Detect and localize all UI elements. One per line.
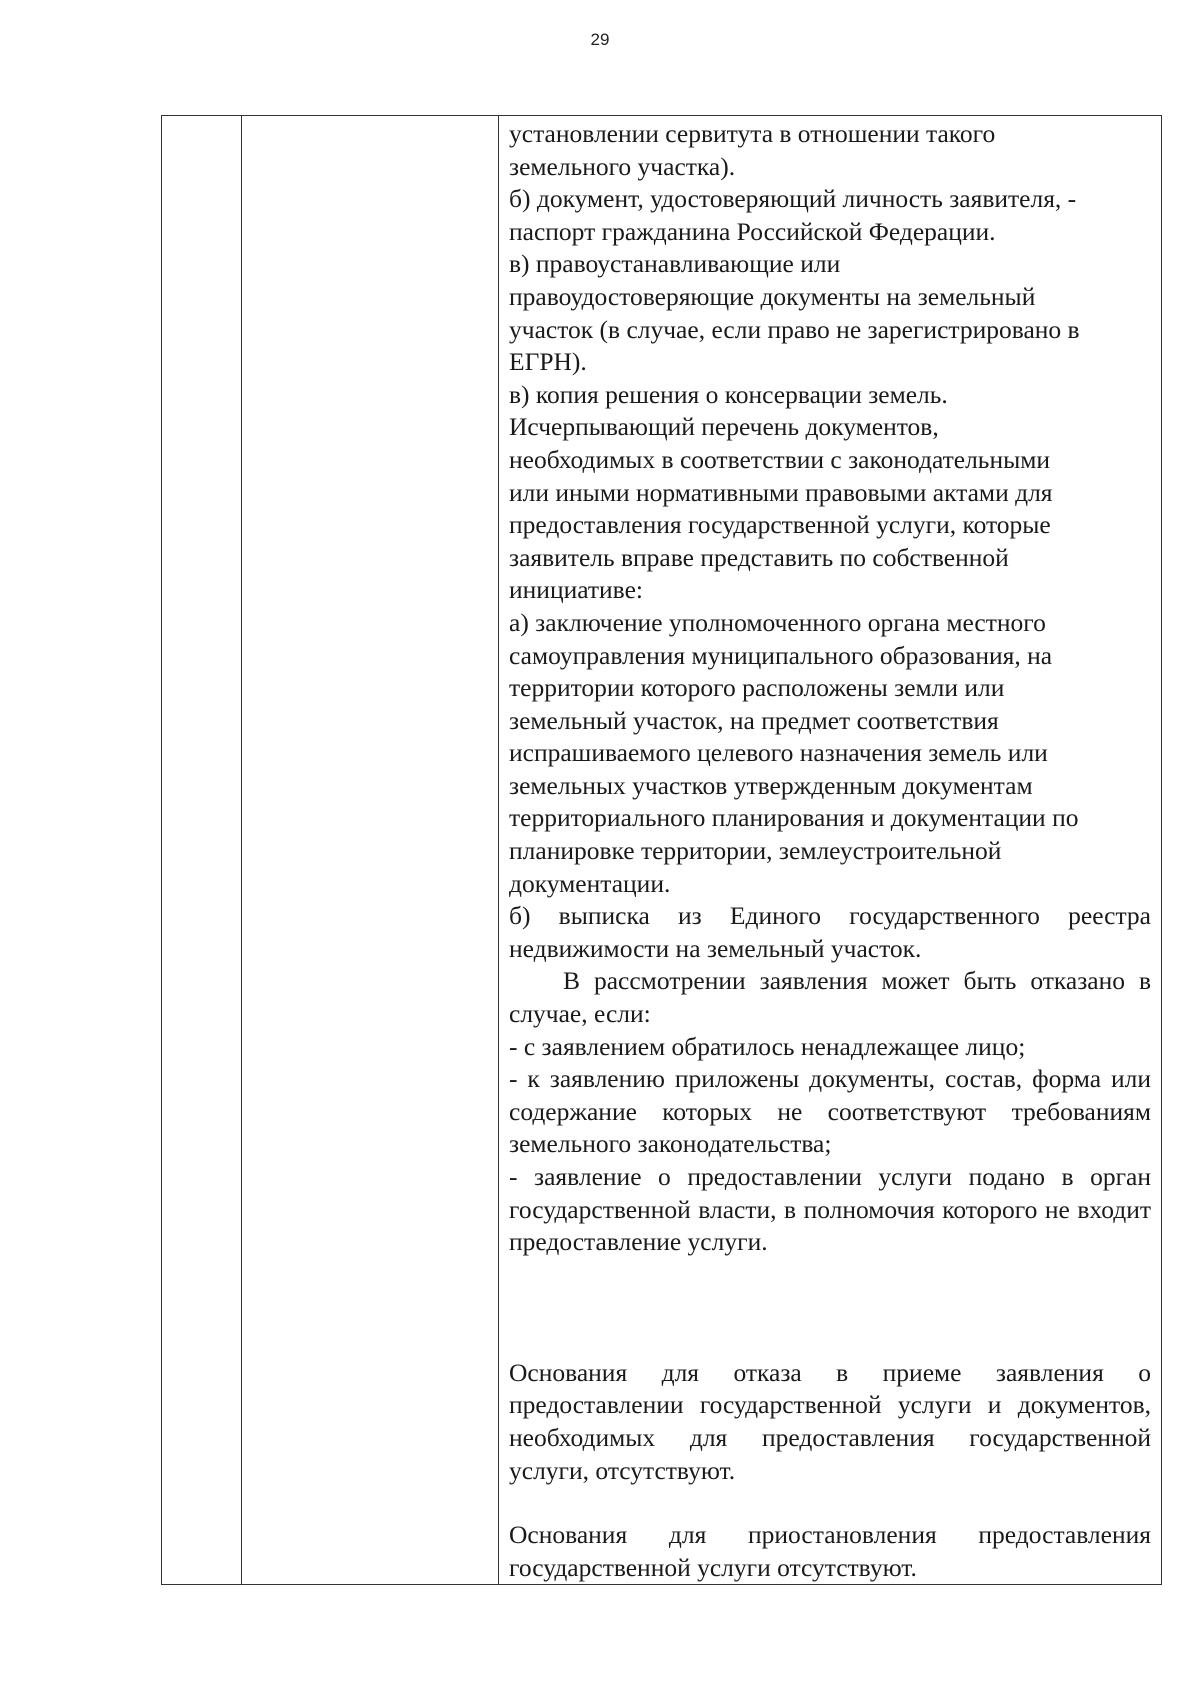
text-line: необходимых в соответствии с законодательными (509, 444, 1051, 474)
refusal-intro-paragraph: В рассмотрении заявления может быть отказано в случае, если: (509, 966, 1151, 1029)
table-cell-name (242, 116, 499, 1585)
page-number: 29 (590, 30, 610, 49)
spacer (509, 1259, 1151, 1357)
text-line: инициативе: (509, 575, 643, 605)
text-line: ЕГРН). (509, 347, 587, 377)
text-line: земельного участка). (509, 151, 736, 181)
text-line: предоставления государственной услуги, которые (509, 510, 1051, 540)
text-line: паспорт гражданина Российской Федерации. (509, 216, 996, 246)
text-line: или иными нормативными правовыми актами для (509, 477, 1053, 507)
text-line: правоудостоверяющие документы на земельный (509, 281, 1036, 311)
text-line: Исчерпывающий перечень документов, (509, 412, 939, 442)
refusal-item: - заявление о предоставлении услуги подано в орган государственной власти, в полномочия которого не входит предоставление услуги. (509, 1162, 1151, 1257)
document-table (161, 115, 1162, 1585)
text-line: установлении сервитута в отношении такого (509, 119, 996, 148)
text-line: земельный участок, на предмет соответствия (509, 705, 999, 735)
text-line: испрашиваемого целевого назначения земель или (509, 738, 1048, 768)
text-line: в) правоустанавливающие или (509, 249, 841, 279)
table-cell-content (499, 116, 1162, 1585)
refusal-item: - с заявлением обратилось ненадлежащее лицо; (509, 1031, 1026, 1061)
text-line: б) документ, удостоверяющий личность заявителя, - (509, 184, 1077, 214)
table-row (162, 116, 1162, 1585)
cell-content (499, 116, 1161, 1584)
text-line: а) заключение уполномоченного органа местного (509, 607, 1046, 637)
refusal-item: - к заявлению приложены документы, состав, форма или содержание которых не соответствуют требованиям земельного законодательства; (509, 1064, 1151, 1159)
text-line: документации. (509, 868, 671, 898)
text-line: земельных участков утвержденным документам (509, 770, 1033, 800)
text-line: планировке территории, землеустроительной (509, 836, 1002, 866)
text-line: в) копия решения о консервации земель. (509, 379, 948, 409)
grounds-refusal-reception-paragraph: Основания для отказа в приеме заявления о предоставлении государственной услуги и документов, необходимых для предоставления государственной услуги, отсутствуют. (509, 1357, 1151, 1485)
spacer (509, 1487, 1151, 1519)
table-cell-number (162, 116, 242, 1585)
text-line: участок (в случае, если право не зарегистрировано в (509, 314, 1080, 344)
text-line: заявитель вправе представить по собственной (509, 542, 1009, 572)
text-line: территориального планирования и документации по (509, 803, 1079, 833)
text-line: самоуправления муниципального образования, на (509, 640, 1053, 670)
grounds-suspension-paragraph: Основания для приостановления предоставления государственной услуги отсутствуют. (509, 1520, 1151, 1582)
text-line: территории которого расположены земли или (509, 673, 1005, 703)
extract-paragraph: б) выписка из Единого государственного реестра недвижимости на земельный участок. (509, 901, 1151, 963)
